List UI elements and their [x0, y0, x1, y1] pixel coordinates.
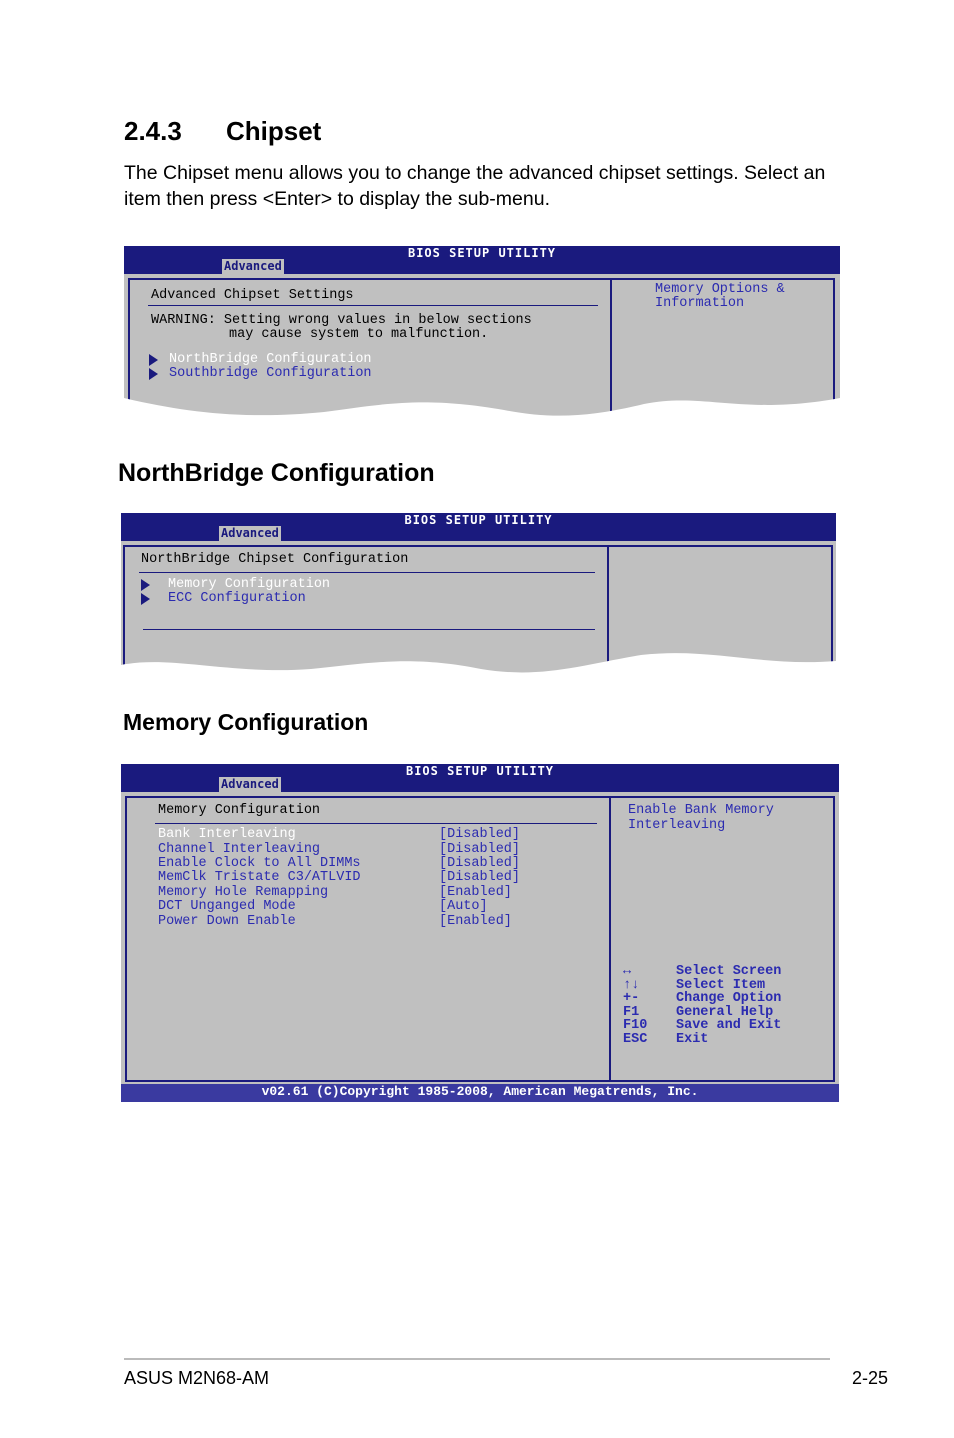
warning-line-2: may cause system to malfunction. — [229, 327, 489, 342]
help-text-line-1: Enable Bank Memory — [628, 803, 774, 818]
key-action-select-item: Select Item — [676, 978, 766, 993]
key-arrows-ud: ↑↓ — [623, 978, 640, 993]
setting-value-memory-hole-remapping[interactable]: [Enabled] — [439, 885, 512, 900]
bios-screen-memory — [121, 764, 839, 1102]
menu-item-ecc-configuration[interactable]: ECC Configuration — [168, 591, 306, 606]
tab-advanced[interactable]: Advanced — [217, 777, 283, 792]
key-f10: F10 — [623, 1018, 648, 1033]
torn-edge — [121, 647, 836, 681]
menu-item-southbridge[interactable]: Southbridge Configuration — [169, 366, 372, 381]
key-esc: ESC — [623, 1032, 648, 1047]
setting-value-bank-interleaving[interactable]: [Disabled] — [439, 827, 521, 842]
key-action-exit: Exit — [676, 1032, 709, 1047]
key-f1: F1 — [623, 1005, 640, 1020]
help-text-line-2: Information — [655, 296, 745, 311]
submenu-arrow-icon — [149, 368, 158, 380]
copyright-text: v02.61 (C)Copyright 1985-2008, American Megatrends, Inc. — [261, 1084, 699, 1099]
warning-line-1: WARNING: Setting wrong values in below sections — [151, 313, 532, 328]
tab-advanced[interactable]: Advanced — [220, 259, 286, 274]
menu-item-memory-configuration[interactable]: Memory Configuration — [168, 577, 331, 592]
footer-rule — [124, 1358, 830, 1360]
bios-screen-northbridge — [121, 513, 836, 681]
bios-title: BIOS SETUP UTILITY — [407, 246, 557, 260]
bios-title: BIOS SETUP UTILITY — [405, 764, 555, 778]
key-action-select-screen: Select Screen — [676, 964, 782, 979]
submenu-arrow-icon — [141, 593, 150, 605]
memory-section-title: Memory Configuration — [123, 709, 369, 735]
footer-page-number: 2-25 — [852, 1368, 889, 1388]
setting-value-channel-interleaving[interactable]: [Disabled] — [439, 842, 521, 857]
setting-label-memory-hole-remapping[interactable]: Memory Hole Remapping — [158, 885, 329, 900]
footer-product: ASUS M2N68-AM — [124, 1368, 270, 1388]
setting-label-channel-interleaving[interactable]: Channel Interleaving — [158, 842, 321, 857]
setting-value-memclk-tristate[interactable]: [Disabled] — [439, 870, 521, 885]
setting-value-dct-unganged-mode[interactable]: [Auto] — [439, 899, 488, 914]
section-title: Chipset — [226, 116, 322, 146]
screen-heading: Advanced Chipset Settings — [151, 288, 354, 303]
key-plus-minus: +- — [623, 991, 640, 1006]
help-text-line-2: Interleaving — [628, 818, 726, 833]
setting-label-dct-unganged-mode[interactable]: DCT Unganged Mode — [158, 899, 296, 914]
bios-title: BIOS SETUP UTILITY — [404, 513, 553, 527]
submenu-arrow-icon — [149, 354, 158, 366]
screen-heading: NorthBridge Chipset Configuration — [141, 552, 409, 567]
intro-paragraph: The Chipset menu allows you to change the advanced chipset settings. Select an item then press <Enter> to display the sub-menu. — [124, 162, 826, 210]
key-arrows-lr: ↔ — [623, 964, 632, 979]
section-number: 2.4.3 — [124, 116, 182, 146]
setting-value-power-down-enable[interactable]: [Enabled] — [439, 914, 512, 929]
screen-heading: Memory Configuration — [158, 803, 321, 818]
tab-advanced[interactable]: Advanced — [217, 526, 283, 541]
key-action-change-option: Change Option — [676, 991, 782, 1006]
setting-label-memclk-tristate[interactable]: MemClk Tristate C3/ATLVID — [158, 870, 361, 885]
key-action-general-help: General Help — [676, 1005, 774, 1020]
setting-label-enable-clock[interactable]: Enable Clock to All DIMMs — [158, 856, 361, 871]
key-action-save-and-exit: Save and Exit — [676, 1018, 782, 1033]
setting-label-power-down-enable[interactable]: Power Down Enable — [158, 914, 296, 929]
setting-label-bank-interleaving[interactable]: Bank Interleaving — [158, 827, 296, 842]
northbridge-section-title: NorthBridge Configuration — [118, 459, 435, 487]
torn-edge — [124, 390, 840, 430]
menu-item-northbridge[interactable]: NorthBridge Configuration — [169, 352, 372, 367]
help-text-line-1: Memory Options & — [655, 282, 785, 297]
setting-value-enable-clock[interactable]: [Disabled] — [439, 856, 521, 871]
bios-screen-chipset — [124, 246, 840, 430]
submenu-arrow-icon — [141, 579, 150, 591]
